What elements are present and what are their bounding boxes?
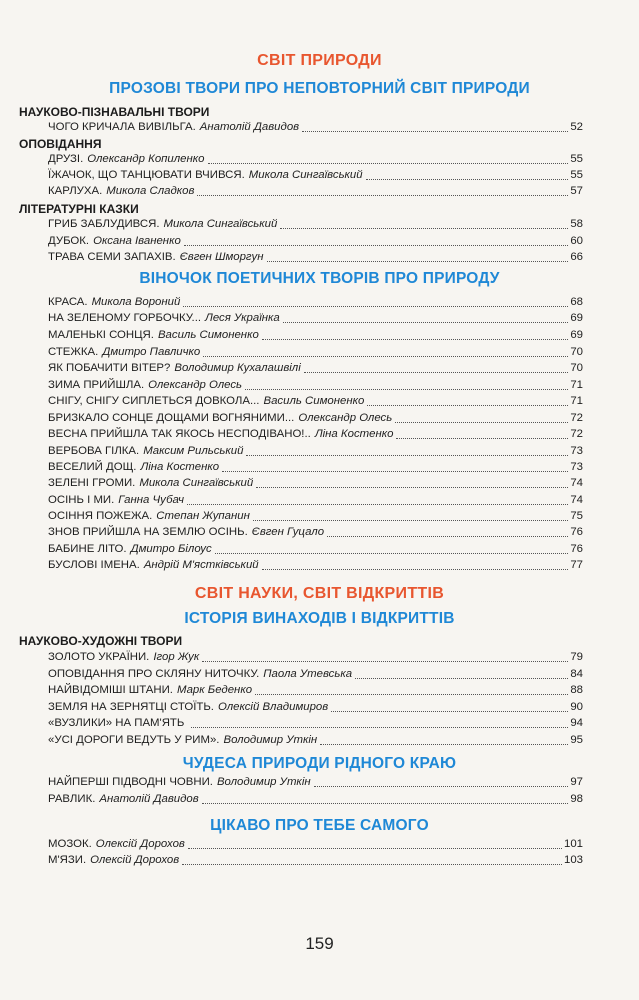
toc-entry[interactable] — [48, 475, 583, 491]
entry-title: БРИЗКАЛО СОНЦЕ ДОЩАМИ ВОГНЯНИМИ... — [48, 412, 295, 424]
toc-entry[interactable] — [48, 443, 583, 459]
section-title: СВІТ НАУКИ, СВІТ ВІДКРИТТІВ — [194, 585, 445, 602]
dot-leader — [191, 726, 568, 728]
entry-page: 69 — [570, 312, 583, 324]
dot-leader — [314, 785, 569, 787]
toc-entry[interactable] — [48, 119, 583, 135]
dot-leader — [366, 178, 569, 180]
entry-title: ОСІННЯ ПОЖЕЖА. — [48, 510, 153, 522]
entry-page: 57 — [570, 185, 583, 197]
entry-author: Микола Вороний — [91, 296, 181, 308]
entry-title: НА ЗЕЛЕНОМУ ГОРБОЧКУ... — [48, 312, 202, 324]
subsection-title: ЦІКАВО ПРО ТЕБЕ САМОГО — [210, 817, 429, 834]
entry-title: ВЕСНА ПРИЙШЛА ТАК ЯКОСЬ НЕСПОДІВАНО!.. — [48, 428, 311, 440]
dot-leader — [246, 454, 568, 456]
dot-leader — [396, 437, 568, 439]
entry-page: 55 — [570, 153, 583, 165]
toc-entry[interactable] — [48, 294, 583, 310]
category-heading: ЛІТЕРАТУРНІ КАЗКИ — [19, 202, 139, 216]
entry-author: Анатолій Давидов — [199, 121, 300, 133]
toc-entry[interactable] — [48, 666, 583, 682]
entry-page: 98 — [570, 793, 583, 805]
dot-leader — [262, 568, 569, 570]
entry-page: 66 — [570, 251, 583, 263]
entry-title: КРАСА. — [48, 296, 88, 308]
dot-leader — [197, 194, 568, 196]
toc-entry[interactable] — [48, 426, 583, 442]
toc-entry[interactable] — [48, 541, 583, 557]
dot-leader — [262, 338, 569, 340]
toc-entry[interactable] — [48, 732, 583, 748]
entry-page: 84 — [570, 668, 583, 680]
toc-entry[interactable] — [48, 393, 583, 409]
dot-leader — [395, 421, 568, 423]
dot-leader — [245, 388, 568, 390]
entry-author: Максим Рильський — [143, 445, 244, 457]
toc-entry[interactable] — [48, 327, 583, 343]
entry-title: ТРАВА СЕМИ ЗАПАХІВ. — [48, 251, 176, 263]
entry-author: Дмитро Павличко — [102, 346, 201, 358]
entry-title: М'ЯЗИ. — [48, 854, 87, 866]
toc-entry[interactable] — [48, 682, 583, 698]
toc-entry[interactable] — [48, 508, 583, 524]
entry-author: Ліна Костенко — [140, 461, 220, 473]
entry-author: Олексій Дорохов — [90, 854, 180, 866]
entry-author: Олександр Копиленко — [87, 153, 205, 165]
entry-page: 70 — [570, 346, 583, 358]
entry-page: 75 — [570, 510, 583, 522]
entry-title: ЇЖАЧОК, ЩО ТАНЦЮВАТИ ВЧИВСЯ. — [48, 169, 245, 181]
entry-page: 71 — [570, 395, 583, 407]
section-title: СВІТ ПРИРОДИ — [257, 52, 382, 69]
entry-page: 60 — [570, 235, 583, 247]
entry-author: Оксана Іваненко — [93, 235, 181, 247]
toc-entry[interactable] — [48, 492, 583, 508]
entry-page: 88 — [570, 684, 583, 696]
entry-author: Микола Сингаївський — [248, 169, 363, 181]
entry-title: МОЗОК. — [48, 838, 92, 850]
dot-leader — [283, 321, 569, 323]
entry-author: Олексій Дорохов — [95, 838, 185, 850]
entry-author: Степан Жупанин — [156, 510, 250, 522]
entry-title: СНІГУ, СНІГУ СИПЛЕТЬСЯ ДОВКОЛА... — [48, 395, 260, 407]
subsection-title: ПРОЗОВІ ТВОРИ ПРО НЕПОВТОРНИЙ СВІТ ПРИРОДИ — [109, 80, 530, 97]
entry-author: Ігор Жук — [153, 651, 200, 663]
entry-author: Ганна Чубач — [118, 494, 184, 506]
entry-title: ОСІНЬ І МИ. — [48, 494, 115, 506]
dot-leader — [302, 130, 568, 132]
entry-page: 68 — [570, 296, 583, 308]
entry-title: МАЛЕНЬКІ СОНЦЯ. — [48, 329, 154, 341]
entry-page: 73 — [570, 445, 583, 457]
toc-entry[interactable] — [48, 649, 583, 665]
entry-title: ЗОЛОТО УКРАЇНИ. — [48, 651, 150, 663]
entry-page: 79 — [570, 651, 583, 663]
entry-author: Євген Шморгун — [179, 251, 264, 263]
entry-author: Анатолій Давидов — [99, 793, 199, 805]
page-number: 159 — [305, 934, 334, 953]
entry-title: ВЕРБОВА ГІЛКА. — [48, 445, 140, 457]
dot-leader — [188, 847, 562, 849]
toc-entry[interactable] — [48, 410, 583, 426]
category-heading: НАУКОВО-ПІЗНАВАЛЬНІ ТВОРИ — [19, 105, 210, 119]
toc-entry[interactable] — [48, 344, 583, 360]
entry-author: Володимир Уткін — [223, 734, 318, 746]
dot-leader — [355, 677, 568, 679]
entry-title: ЗНОВ ПРИЙШЛА НА ЗЕМЛЮ ОСІНЬ. — [48, 526, 248, 538]
toc-entry[interactable] — [48, 249, 583, 265]
dot-leader — [280, 227, 568, 229]
toc-entry[interactable] — [48, 167, 583, 183]
entry-page: 94 — [570, 717, 583, 729]
toc-entry[interactable] — [48, 524, 583, 540]
entry-author: Олександр Олесь — [148, 379, 243, 391]
toc-entry[interactable] — [48, 360, 583, 376]
entry-title: НАЙВІДОМІШІ ШТАНИ. — [48, 684, 173, 696]
entry-title: ДУБОК. — [48, 235, 90, 247]
entry-page: 77 — [570, 559, 583, 571]
entry-page: 90 — [570, 701, 583, 713]
entry-title: ЗИМА ПРИЙШЛА. — [48, 379, 145, 391]
entry-title: ЧОГО КРИЧАЛА ВИВІЛЬГА. — [48, 121, 196, 133]
entry-author: Володимир Уткін — [216, 776, 311, 788]
entry-title: ЗЕЛЕНІ ГРОМИ. — [48, 477, 136, 489]
toc-entry[interactable] — [48, 377, 583, 393]
dot-leader — [222, 470, 568, 472]
entry-page: 74 — [570, 477, 583, 489]
category-heading: НАУКОВО-ХУДОЖНІ ТВОРИ — [19, 634, 183, 648]
toc-entry[interactable] — [48, 151, 583, 167]
toc-entry[interactable] — [48, 699, 583, 715]
dot-leader — [182, 863, 562, 865]
dot-leader — [187, 503, 568, 505]
dot-leader — [203, 355, 568, 357]
entry-page: 95 — [570, 734, 583, 746]
entry-author: Леся Українка — [205, 312, 280, 324]
dot-leader — [256, 486, 568, 488]
entry-title: ВЕСЕЛИЙ ДОЩ. — [48, 461, 137, 473]
entry-author: Василь Симоненко — [157, 329, 259, 341]
dot-leader — [327, 535, 568, 537]
dot-leader — [267, 260, 569, 262]
entry-author: Паола Утевська — [263, 668, 353, 680]
dot-leader — [208, 162, 569, 164]
dot-leader — [215, 552, 569, 554]
entry-title: «УСІ ДОРОГИ ВЕДУТЬ У РИМ». — [48, 734, 220, 746]
dot-leader — [367, 404, 568, 406]
entry-author: Володимир Кухалашвілі — [174, 362, 301, 374]
entry-page: 73 — [570, 461, 583, 473]
entry-page: 71 — [570, 379, 583, 391]
subsection-title: ЧУДЕСА ПРИРОДИ РІДНОГО КРАЮ — [182, 755, 457, 772]
entry-page: 101 — [563, 838, 583, 850]
entry-title: БАБИНЕ ЛІТО. — [48, 543, 127, 555]
entry-author: Андрій М'ястківський — [143, 559, 259, 571]
entry-page: 69 — [570, 329, 583, 341]
entry-title: СТЕЖКА. — [48, 346, 99, 358]
entry-author: Олексій Владимиров — [217, 701, 329, 713]
dot-leader — [202, 660, 568, 662]
entry-page: 55 — [570, 169, 583, 181]
entry-page: 76 — [570, 526, 583, 538]
toc-entry[interactable] — [48, 557, 583, 573]
entry-author: Дмитро Білоус — [130, 543, 212, 555]
entry-title: ГРИБ ЗАБЛУДИВСЯ. — [48, 218, 160, 230]
entry-author: Марк Беденко — [176, 684, 253, 696]
toc-entry[interactable] — [48, 836, 583, 852]
toc-entry[interactable] — [48, 459, 583, 475]
entry-author: Микола Сингаївський — [139, 477, 254, 489]
toc-entry[interactable] — [48, 715, 583, 731]
dot-leader — [253, 519, 568, 521]
entry-author: Євген Гуцало — [251, 526, 325, 538]
toc-entry[interactable] — [48, 233, 583, 249]
subsection-title: ІСТОРІЯ ВИНАХОДІВ І ВІДКРИТТІВ — [184, 610, 455, 627]
dot-leader — [202, 802, 569, 804]
entry-page: 52 — [570, 121, 583, 133]
dot-leader — [184, 244, 569, 246]
entry-author: Олександр Олесь — [298, 412, 393, 424]
entry-page: 97 — [570, 776, 583, 788]
entry-page: 74 — [570, 494, 583, 506]
entry-author: Микола Сладков — [106, 185, 195, 197]
toc-entry[interactable] — [48, 791, 583, 807]
entry-author: Микола Сингаївський — [163, 218, 278, 230]
entry-title: ДРУЗІ. — [48, 153, 84, 165]
entry-page: 103 — [563, 854, 583, 866]
entry-page: 76 — [570, 543, 583, 555]
dot-leader — [255, 693, 568, 695]
entry-title: «ВУЗЛИКИ» НА ПАМ'ЯТЬ — [48, 717, 185, 729]
toc-entry[interactable] — [48, 852, 583, 868]
toc-entry[interactable] — [48, 183, 583, 199]
entry-title: КАРЛУХА. — [48, 185, 103, 197]
entry-page: 72 — [570, 428, 583, 440]
entry-title: НАЙПЕРШІ ПІДВОДНІ ЧОВНИ. — [48, 776, 213, 788]
entry-author: Василь Симоненко — [263, 395, 365, 407]
subsection-title: ВІНОЧОК ПОЕТИЧНИХ ТВОРІВ ПРО ПРИРОДУ — [139, 270, 500, 287]
entry-author: Ліна Костенко — [314, 428, 394, 440]
entry-title: ЯК ПОБАЧИТИ ВІТЕР? — [48, 362, 171, 374]
category-heading: ОПОВІДАННЯ — [19, 137, 102, 151]
entry-page: 58 — [570, 218, 583, 230]
dot-leader — [183, 305, 568, 307]
toc-entry[interactable] — [48, 216, 583, 232]
toc-entry[interactable] — [48, 310, 583, 326]
dot-leader — [304, 371, 569, 373]
entry-title: БУСЛОВІ ІМЕНА. — [48, 559, 140, 571]
entry-page: 72 — [570, 412, 583, 424]
dot-leader — [320, 743, 568, 745]
entry-title: РАВЛИК. — [48, 793, 96, 805]
entry-title: ОПОВІДАННЯ ПРО СКЛЯНУ НИТОЧКУ. — [48, 668, 260, 680]
toc-entry[interactable] — [48, 774, 583, 790]
entry-page: 70 — [570, 362, 583, 374]
dot-leader — [331, 710, 568, 712]
entry-title: ЗЕМЛЯ НА ЗЕРНЯТЦІ СТОЇТЬ. — [48, 701, 214, 713]
